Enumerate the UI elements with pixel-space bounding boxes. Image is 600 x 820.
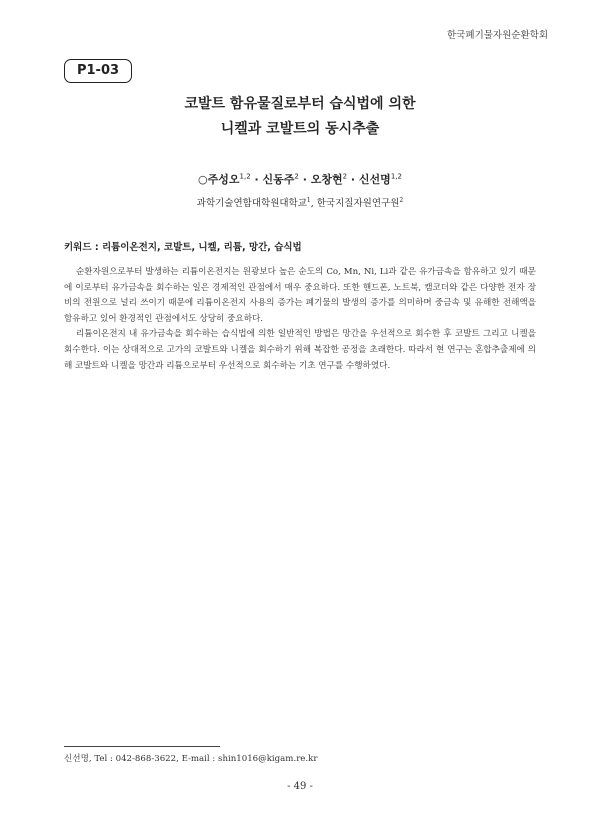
author-name: ○주성오 bbox=[198, 173, 240, 186]
title-line-2: 니켈과 코발트의 동시추출 bbox=[220, 121, 380, 137]
footnote-divider bbox=[64, 746, 220, 747]
keywords-line bbox=[64, 239, 302, 253]
author-name: 신동주 bbox=[262, 173, 295, 186]
paper-title bbox=[0, 92, 600, 142]
title-line-1: 코발트 함유물질로부터 습식법에 의한 bbox=[184, 96, 416, 112]
author-affil-mark: 1,2 bbox=[239, 172, 251, 181]
affiliation-separator: , bbox=[310, 198, 317, 209]
society-header: 한국폐기물자원순환학회 bbox=[447, 30, 548, 41]
author-list bbox=[0, 171, 600, 187]
affiliation-list bbox=[0, 195, 600, 209]
keywords-label: 키워드 : bbox=[64, 242, 102, 253]
author-name: 신선명 bbox=[358, 173, 391, 186]
author-separator: · bbox=[250, 173, 263, 186]
footnote-contact: 신선명, Tel : 042-868-3622, E-mail : shin1016@kigam.re.kr bbox=[64, 754, 318, 764]
affiliation-mark: 2 bbox=[399, 196, 404, 204]
abstract-paragraph-1: 순환자원으로부터 발생하는 리튬이온전지는 원광보다 높은 순도의 Co, Mn, Ni, Li과 같은 유가금속을 함유하고 있기 때문에 이로부터 유가금속을 회수하는 일은 경제적인 관점에서 매우 중요하다. 또한 핸드폰, 노트북, 캠코더와 같은 다양한 전자 장비의 전원으로 널리 쓰이기 때문에 리튬이온전지 사용의 증가는 폐기물의 발생의 증가를 의미하며 중금속 및 유해한 전해액을 함유하고 있어 환경적인 관점에서도 상당히 중요하다. bbox=[64, 267, 536, 324]
keywords-value: 리튬이온전지, 코발트, 니켈, 리튬, 망간, 습식법 bbox=[101, 242, 302, 253]
author-affil-mark: 2 bbox=[294, 172, 299, 181]
author-name: 오창현 bbox=[310, 173, 343, 186]
author-affil-mark: 1,2 bbox=[390, 172, 402, 181]
page-number: - 49 - bbox=[287, 781, 313, 792]
paper-code-badge: P1-03 bbox=[64, 59, 132, 83]
affiliation-mark: 1 bbox=[306, 196, 311, 204]
author-separator: · bbox=[347, 173, 359, 186]
abstract-body bbox=[64, 265, 536, 374]
abstract-paragraph-2: 리튬이온전지 내 유가금속을 회수하는 습식법에 의한 일반적인 방법은 망간을 우선적으로 회수한 후 코발트 그리고 니켈을 회수한다. 이는 상대적으로 고가의 코발트와 니켈을 회수하기 위해 복잡한 공정을 초래한다. 따라서 현 연구는 혼합추출제에 의해 코발트와 니켈을 망간과 리튬으로부터 우선적으로 회수하는 기초 연구를 수행하였다. bbox=[64, 329, 536, 371]
affiliation-name: 한국지질자원연구원 bbox=[316, 198, 400, 209]
author-affil-mark: 2 bbox=[342, 172, 348, 181]
author-separator: · bbox=[298, 173, 311, 186]
affiliation-name: 과학기술연합대학원대학교 bbox=[196, 198, 307, 209]
